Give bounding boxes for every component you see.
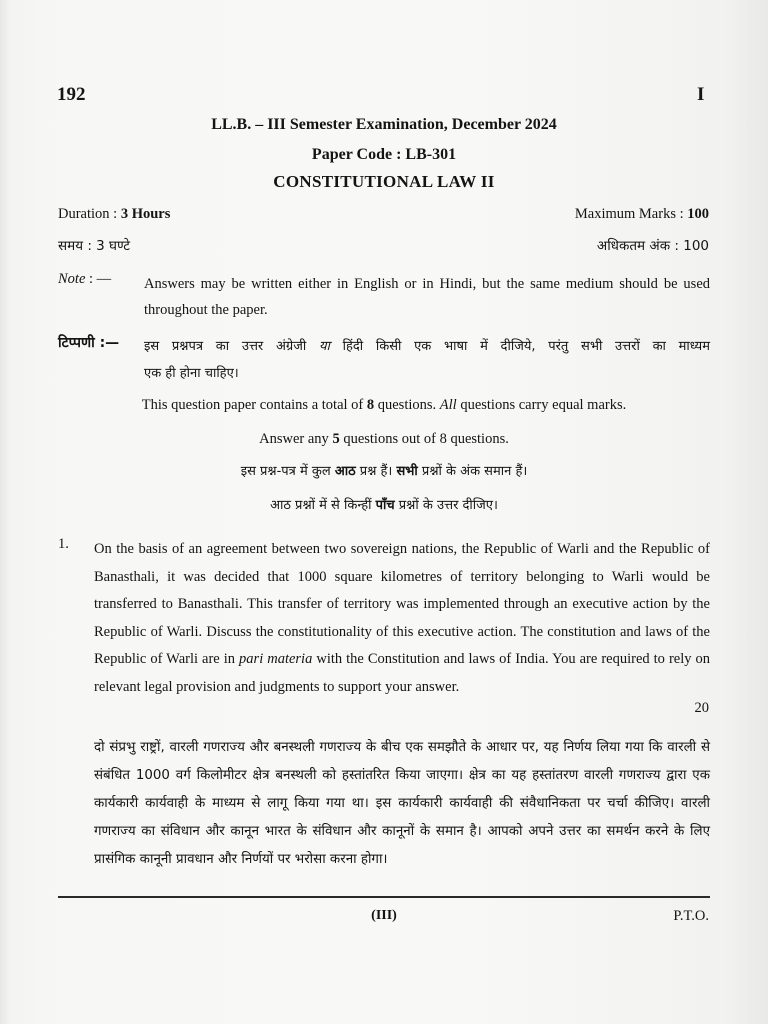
tippani-label: टिप्पणी :— [58,335,120,351]
question-marks: 20 [694,700,709,716]
info-bold: सभी [396,464,418,479]
page-code: (III) [371,908,397,923]
question-text-part1: On the basis of an agreement between two sovereign nations, the Republic of Warli and the Republic of Banasthali, it was decided that 1000 square kilometres of territory belonging to Warli would be transferred to Banasthali. This transfer of territory was implemented through an executive action by the Republic of Warli. Discuss the constitutionality of this executive action. The constitution and laws of the Republic of Warli are in [94,541,710,667]
info-text: आठ प्रश्नों में से किन्हीं [270,498,376,513]
tippani-text [144,333,710,360]
subject-title: CONSTITUTIONAL LAW II [273,172,495,191]
duration-hindi: समय : 3 घण्टे [58,238,131,254]
total-questions-info [0,397,768,414]
tippani-text-line2: एक ही होना चाहिए। [144,366,239,381]
info-text: Answer any [259,431,333,447]
answer-any-info-hindi [0,495,768,513]
question-text-part2: with the Constitution and laws of India. You are required to rely on relevant legal provision and judgments to support your answer. [94,651,710,695]
info-number: 8 [366,397,375,413]
footer-divider [58,896,710,898]
maximum-marks-hindi: अधिकतम अंक : 100 [596,238,709,254]
total-questions-info-hindi [0,461,768,479]
please-turn-over: P.T.O. [673,908,709,924]
maximum-marks [575,206,709,223]
paper-serial-number: 192 [57,84,86,105]
note-text: Answers may be written either in English or in Hindi, but the same medium should be used throughout the paper. [144,276,710,318]
info-text: प्रश्न हैं। [355,464,397,479]
exam-title: LL.B. – III Semester Examination, December 2024 [211,116,557,133]
info-text: प्रश्नों के अंक समान हैं। [417,464,528,479]
info-text: This question paper contains a total of [141,397,367,413]
duration-value: 3 Hours [120,206,171,222]
info-text: इस प्रश्न-पत्र में कुल [240,464,335,479]
tippani-text-ya: या [318,339,330,354]
info-bold: आठ [334,464,356,479]
duration-label: Duration : [58,206,121,222]
note-label-word: Note [58,271,86,287]
info-bold: पाँच [375,498,395,513]
note-label [58,271,111,288]
question-text-hindi: दो संप्रभु राष्ट्रों, वारली गणराज्य और बनस्थली गणराज्य के बीच एक समझौते के आधार पर, यह निर्णय लिया गया कि वारली से संबंधित 1000 वर्ग किलोमीटर क्षेत्र बनस्थली को हस्तांतरित किया जाएगा। क्षेत्र का यह हस्तांतरण वारली गणराज्य द्वारा एक कार्यकारी कार्यवाही के माध्यम से लागू किया गया था। इस कार्यकारी कार्यवाही की संवैधानिकता पर चर्चा कीजिए। वारली गणराज्य का संविधान और कानून भारत के संविधान और कानूनों के समान है। आपको अपने उत्तर का समर्थन करने के लिए प्रासंगिक कानूनी प्रावधान और निर्णयों पर भरोसा करना होगा। [94,740,710,867]
info-text: questions carry equal marks. [456,397,627,413]
duration [58,206,170,223]
note-dash: : — [85,271,112,287]
question-text-english [94,536,710,701]
paper-code: Paper Code : LB-301 [311,146,457,163]
info-text: questions out of 8 questions. [339,431,509,447]
info-italic: All [439,397,457,413]
answer-any-info [0,431,768,448]
tippani-text-pre: इस प्रश्नपत्र का उत्तर अंग्रेजी [144,339,319,354]
info-number: 5 [332,431,340,447]
question-number: 1. [58,536,69,552]
question-text-italic: pari materia [239,651,313,667]
max-marks-label: Maximum Marks : [574,206,688,222]
paper-set-code: I [697,84,705,105]
info-text: प्रश्नों के उत्तर दीजिए। [394,498,498,513]
max-marks-value: 100 [687,206,709,222]
info-text: questions. [374,397,440,413]
tippani-text-post: हिंदी किसी एक भाषा में दीजिये, परंतु सभी उत्तरों का माध्यम [329,339,710,354]
